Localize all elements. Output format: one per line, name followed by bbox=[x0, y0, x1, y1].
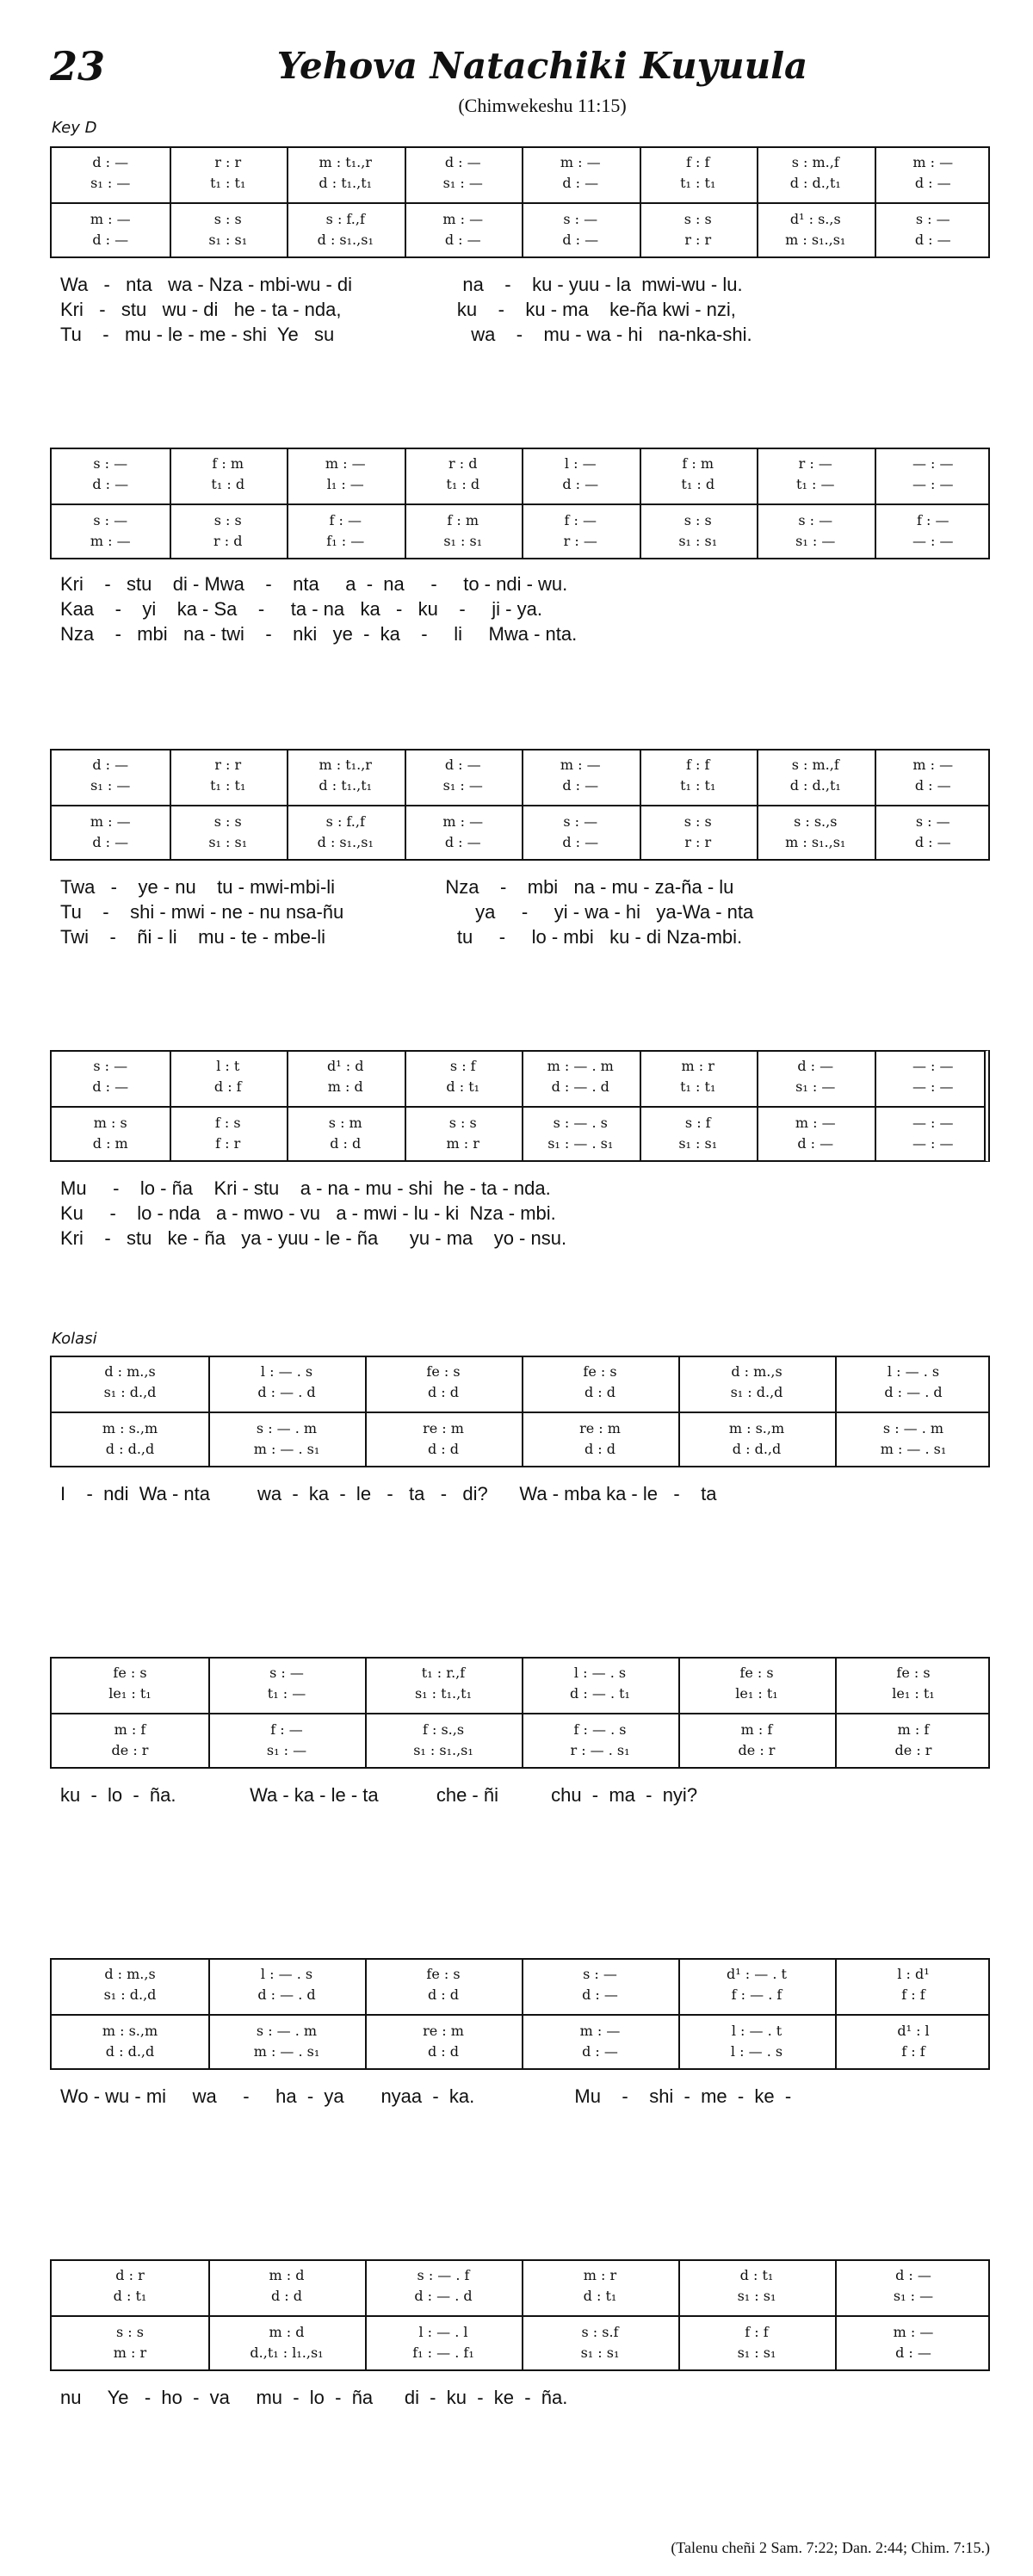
note-cell: r : r bbox=[214, 153, 242, 170]
note-cell: t₁ : — bbox=[267, 1684, 306, 1702]
verse-4-staff bbox=[50, 1050, 990, 1162]
note-cell: f : f bbox=[745, 2323, 769, 2340]
note-cell: s : — bbox=[269, 1664, 304, 1681]
note-cell: le₁ : t₁ bbox=[892, 1684, 935, 1702]
note-cell: d : d bbox=[427, 1986, 460, 2003]
verse-2-staff bbox=[50, 448, 990, 559]
note-cell: m : s.,m bbox=[102, 1419, 158, 1436]
lyric-line: Nza - mbi na - twi - nki ye - ka - li Mwa - nta. bbox=[60, 623, 578, 645]
note-cell: f : — bbox=[329, 511, 362, 528]
staff-divider bbox=[52, 2014, 988, 2016]
note-cell: d : s₁.,s₁ bbox=[317, 231, 374, 248]
note-cell: d : s₁.,s₁ bbox=[317, 833, 374, 850]
note-cell: d : — bbox=[797, 1057, 834, 1074]
note-cell: d¹ : d bbox=[327, 1057, 364, 1074]
note-cell: — : — bbox=[912, 475, 954, 492]
note-cell: m : — bbox=[560, 153, 601, 170]
note-cell: r : r bbox=[684, 833, 712, 850]
note-cell: d : — . d bbox=[884, 1383, 943, 1400]
note-cell: re : m bbox=[579, 1419, 621, 1436]
note-cell: d : — bbox=[797, 1134, 834, 1152]
lyric-line: Mu - lo - ña Kri - stu a - na - mu - shi he - ta - nda. bbox=[60, 1177, 551, 1199]
note-cell: d : — bbox=[444, 833, 481, 850]
note-cell: m : s bbox=[93, 1114, 127, 1131]
note-cell: m : — bbox=[795, 1114, 836, 1131]
note-cell: s₁ : s₁ bbox=[443, 532, 483, 549]
chorus-4-staff bbox=[50, 2259, 990, 2371]
note-cell: m : — bbox=[442, 210, 484, 227]
note-cell: de : r bbox=[738, 1741, 776, 1758]
lyric-line: Kaa - yi ka - Sa - ta - na ka - ku - ji - ya. bbox=[60, 598, 542, 620]
note-cell: s : s.,s bbox=[794, 812, 838, 830]
note-cell: s₁ : t₁.,t₁ bbox=[414, 1684, 473, 1702]
note-cell: s₁ : — bbox=[266, 1741, 307, 1758]
note-cell: de : r bbox=[894, 1741, 932, 1758]
note-cell: s : — bbox=[583, 1965, 617, 1982]
chorus-2-staff bbox=[50, 1657, 990, 1769]
note-cell: s : s bbox=[684, 812, 712, 830]
note-cell: m : — bbox=[90, 812, 131, 830]
note-cell: d : d bbox=[427, 2042, 460, 2060]
note-cell: d : — . d bbox=[257, 1986, 316, 2003]
note-cell: l : — . s bbox=[730, 2042, 783, 2060]
note-cell: d : t₁ bbox=[113, 2287, 147, 2304]
note-cell: d : — bbox=[92, 756, 129, 773]
note-cell: s : s bbox=[684, 210, 712, 227]
note-cell: m : r bbox=[583, 2266, 617, 2283]
note-cell: d : d bbox=[427, 1440, 460, 1457]
footnote: (Talenu cheñi 2 Sam. 7:22; Dan. 2:44; Chim. 7:15.) bbox=[671, 2539, 990, 2556]
lyric-line: Kri - stu ke - ña ya - yuu - le - ña yu - ma yo - nsu. bbox=[60, 1227, 567, 1249]
note-cell: d : — bbox=[562, 475, 599, 492]
note-cell: f₁ : — . f₁ bbox=[412, 2344, 474, 2361]
note-cell: d : — bbox=[444, 756, 481, 773]
note-cell: d : — bbox=[914, 231, 951, 248]
note-cell: re : m bbox=[423, 2022, 464, 2039]
note-cell: d : t₁ bbox=[446, 1078, 480, 1095]
note-cell: s : — . m bbox=[256, 2022, 318, 2039]
note-cell: d : — bbox=[444, 153, 481, 170]
lyric-line: Kri - stu wu - di he - ta - nda, ku - ku - ma ke-ña kwi - nzi, bbox=[60, 299, 736, 320]
staff-divider bbox=[52, 1713, 988, 1714]
note-cell: fe : s bbox=[426, 1362, 461, 1380]
note-cell: d : — bbox=[92, 153, 129, 170]
key-signature: Key D bbox=[52, 119, 97, 137]
note-cell: m : s.,m bbox=[728, 1419, 785, 1436]
note-cell: d : d.,t₁ bbox=[789, 174, 841, 191]
note-cell: s₁ : — bbox=[795, 1078, 836, 1095]
lyric-line: Tu - shi - mwi - ne - nu nsa-ñu ya - yi - wa - hi ya-Wa - nta bbox=[60, 901, 754, 923]
note-cell: s : — . m bbox=[256, 1419, 318, 1436]
note-cell: m : s₁.,s₁ bbox=[785, 231, 846, 248]
note-cell: l : — . t bbox=[731, 2022, 782, 2039]
note-cell: l : — . l bbox=[418, 2323, 468, 2340]
note-cell: d : — bbox=[562, 776, 599, 794]
note-cell: f : s.,s bbox=[422, 1720, 465, 1738]
note-cell: l₁ : — bbox=[326, 475, 364, 492]
note-cell: le₁ : t₁ bbox=[735, 1684, 778, 1702]
chorus-3-staff bbox=[50, 1958, 990, 2070]
note-cell: d : — . d bbox=[414, 2287, 473, 2304]
note-cell: s : f.,f bbox=[325, 210, 365, 227]
note-cell: d : — bbox=[92, 1078, 129, 1095]
note-cell: s : s bbox=[116, 2323, 144, 2340]
note-cell: f : m bbox=[212, 454, 244, 472]
note-cell: — : — bbox=[912, 1114, 954, 1131]
note-cell: t₁ : r.,f bbox=[421, 1664, 466, 1681]
note-cell: m : r bbox=[446, 1134, 479, 1152]
note-cell: s : s bbox=[448, 1114, 477, 1131]
note-cell: d : m bbox=[92, 1134, 128, 1152]
staff-divider bbox=[52, 2315, 988, 2317]
note-cell: m : d bbox=[269, 2266, 305, 2283]
note-cell: d : — bbox=[562, 231, 599, 248]
note-cell: m : — bbox=[912, 756, 954, 773]
note-cell: d : — bbox=[895, 2266, 931, 2283]
note-cell: s : s bbox=[213, 511, 242, 528]
note-cell: l : t bbox=[216, 1057, 240, 1074]
note-cell: d : t₁ bbox=[739, 2266, 774, 2283]
note-cell: d¹ : s.,s bbox=[789, 210, 841, 227]
note-cell: d : — bbox=[92, 475, 129, 492]
staff-divider bbox=[52, 503, 988, 505]
lyric-line: Ku - lo - nda a - mwo - vu a - mwi - lu - ki Nza - mbi. bbox=[60, 1202, 556, 1224]
note-cell: s : m.,f bbox=[791, 756, 839, 773]
note-cell: d : d.,d bbox=[105, 1440, 155, 1457]
note-cell: f : — . s bbox=[573, 1720, 627, 1738]
note-cell: l : — . s bbox=[887, 1362, 940, 1380]
note-cell: s : — . f bbox=[417, 2266, 470, 2283]
note-cell: t₁ : t₁ bbox=[210, 776, 246, 794]
chorus-label: Kolasi bbox=[52, 1330, 97, 1348]
note-cell: d : d.,d bbox=[732, 1440, 782, 1457]
note-cell: s : — bbox=[93, 1057, 128, 1074]
note-cell: — : — bbox=[912, 454, 954, 472]
note-cell: f : r bbox=[215, 1134, 241, 1152]
note-cell: t₁ : t₁ bbox=[680, 1078, 716, 1095]
note-cell: f : — . f bbox=[731, 1986, 782, 2003]
note-cell: d : m.,s bbox=[731, 1362, 782, 1380]
note-cell: m : r bbox=[681, 1057, 714, 1074]
note-cell: t₁ : d bbox=[446, 475, 480, 492]
note-cell: t₁ : d bbox=[681, 475, 715, 492]
verse-1-staff bbox=[50, 146, 990, 258]
note-cell: d : m.,s bbox=[104, 1965, 156, 1982]
note-cell: d : d bbox=[270, 2287, 303, 2304]
note-cell: l : — . s bbox=[260, 1965, 313, 1982]
note-cell: fe : s bbox=[739, 1664, 774, 1681]
note-cell: s₁ : s₁ bbox=[678, 532, 718, 549]
note-cell: — : — bbox=[912, 1057, 954, 1074]
note-cell: d.,t₁ : l₁.,s₁ bbox=[250, 2344, 324, 2361]
note-cell: d : — bbox=[562, 174, 599, 191]
note-cell: s₁ : s₁ bbox=[737, 2287, 776, 2304]
lyric-line: Kri - stu di - Mwa - nta a - na - to - ndi - wu. bbox=[60, 573, 568, 595]
note-cell: s : — bbox=[563, 812, 598, 830]
note-cell: m : — bbox=[912, 153, 954, 170]
note-cell: m : f bbox=[114, 1720, 146, 1738]
note-cell: m : f bbox=[740, 1720, 773, 1738]
note-cell: fe : s bbox=[583, 1362, 617, 1380]
note-cell: s₁ : s₁ bbox=[580, 2344, 620, 2361]
note-cell: m : — bbox=[560, 756, 601, 773]
note-cell: d : d.,d bbox=[105, 2042, 155, 2060]
note-cell: s : — bbox=[915, 210, 950, 227]
note-cell: s₁ : — bbox=[90, 776, 131, 794]
note-cell: de : r bbox=[111, 1741, 149, 1758]
note-cell: s₁ : s₁ bbox=[737, 2344, 776, 2361]
scripture-reference: (Chimwekeshu 11:15) bbox=[458, 95, 627, 116]
note-cell: s₁ : — bbox=[795, 532, 836, 549]
note-cell: — : — bbox=[912, 1134, 954, 1152]
note-cell: d : — bbox=[914, 833, 951, 850]
lyric-line: Wa - nta wa - Nza - mbi-wu - di na - ku - yuu - la mwi-wu - lu. bbox=[60, 274, 743, 295]
lyric-line: Twi - ñi - li mu - te - mbe-li tu - lo - mbi ku - di Nza-mbi. bbox=[60, 926, 743, 948]
note-cell: s : — bbox=[93, 511, 128, 528]
note-cell: s : — bbox=[563, 210, 598, 227]
note-cell: m : s.,m bbox=[102, 2022, 158, 2039]
note-cell: s : s bbox=[684, 511, 712, 528]
note-cell: m : d bbox=[327, 1078, 363, 1095]
note-cell: fe : s bbox=[896, 1664, 931, 1681]
note-cell: — : — bbox=[912, 1078, 954, 1095]
note-cell: r : d bbox=[213, 532, 243, 549]
note-cell: m : d bbox=[269, 2323, 305, 2340]
note-cell: d : d bbox=[584, 1383, 616, 1400]
note-cell: s : m.,f bbox=[791, 153, 839, 170]
note-cell: s₁ : — bbox=[442, 776, 483, 794]
note-cell: fe : s bbox=[426, 1965, 461, 1982]
lyric-line: Wo - wu - mi wa - ha - ya nyaa - ka. Mu - shi - me - ke - bbox=[60, 2085, 792, 2107]
note-cell: s : — bbox=[915, 812, 950, 830]
note-cell: d : m.,s bbox=[104, 1362, 156, 1380]
note-cell: m : t₁.,r bbox=[319, 153, 372, 170]
note-cell: d : — . t₁ bbox=[570, 1684, 630, 1702]
note-cell: f : — bbox=[270, 1720, 303, 1738]
note-cell: d : d bbox=[427, 1383, 460, 1400]
note-cell: s₁ : — . s₁ bbox=[547, 1134, 614, 1152]
hymn-title: Yehova Natachiki Kuyuula bbox=[276, 45, 808, 87]
note-cell: t₁ : t₁ bbox=[680, 776, 716, 794]
note-cell: m : s₁.,s₁ bbox=[785, 833, 846, 850]
note-cell: m : — bbox=[90, 210, 131, 227]
note-cell: s : — . m bbox=[882, 1419, 944, 1436]
note-cell: f : f bbox=[686, 153, 710, 170]
note-cell: d : — bbox=[582, 2042, 618, 2060]
note-cell: d : d bbox=[330, 1134, 362, 1152]
staff-divider bbox=[52, 202, 988, 204]
note-cell: d : r bbox=[115, 2266, 145, 2283]
note-cell: d : — . d bbox=[551, 1078, 609, 1095]
note-cell: s₁ : — bbox=[90, 174, 131, 191]
note-cell: d : — bbox=[895, 2344, 931, 2361]
note-cell: d : — bbox=[582, 1986, 618, 2003]
note-cell: f : — bbox=[917, 511, 949, 528]
note-cell: s : f bbox=[449, 1057, 476, 1074]
note-cell: d : t₁ bbox=[583, 2287, 617, 2304]
note-cell: r : r bbox=[684, 231, 712, 248]
note-cell: m : — bbox=[893, 2323, 934, 2340]
note-cell: f : — bbox=[564, 511, 597, 528]
note-cell: s₁ : s₁ bbox=[208, 231, 248, 248]
note-cell: r : — . s₁ bbox=[570, 1741, 630, 1758]
note-cell: m : — bbox=[442, 812, 484, 830]
note-cell: s : f bbox=[684, 1114, 711, 1131]
note-cell: d : t₁.,t₁ bbox=[319, 174, 373, 191]
note-cell: s₁ : s₁.,s₁ bbox=[413, 1741, 473, 1758]
note-cell: m : — bbox=[579, 2022, 621, 2039]
note-cell: m : t₁.,r bbox=[319, 756, 372, 773]
note-cell: f : s bbox=[214, 1114, 241, 1131]
note-cell: m : — . m bbox=[547, 1057, 614, 1074]
staff-divider bbox=[52, 1106, 984, 1108]
lyric-line: I - ndi Wa - nta wa - ka - le - ta - di? Wa - mba ka - le - ta bbox=[60, 1483, 717, 1504]
note-cell: d : f bbox=[213, 1078, 242, 1095]
note-cell: s₁ : — bbox=[442, 174, 483, 191]
chorus-1-staff bbox=[50, 1356, 990, 1467]
lyric-line: Twa - ye - nu tu - mwi-mbi-li Nza - mbi na - mu - za-ña - lu bbox=[60, 876, 734, 898]
note-cell: d : — bbox=[92, 231, 129, 248]
note-cell: t₁ : t₁ bbox=[680, 174, 716, 191]
note-cell: d : d bbox=[584, 1440, 616, 1457]
note-cell: r : — bbox=[563, 532, 597, 549]
note-cell: l : d¹ bbox=[897, 1965, 930, 1982]
note-cell: le₁ : t₁ bbox=[108, 1684, 152, 1702]
note-cell: s₁ : — bbox=[893, 2287, 934, 2304]
note-cell: s : — bbox=[93, 454, 128, 472]
note-cell: m : — . s₁ bbox=[253, 1440, 320, 1457]
verse-3-staff bbox=[50, 749, 990, 861]
note-cell: s₁ : d.,d bbox=[103, 1986, 157, 2003]
note-cell: s : f.,f bbox=[325, 812, 365, 830]
note-cell: l : — . s bbox=[573, 1664, 627, 1681]
note-cell: f : f bbox=[686, 756, 710, 773]
note-cell: m : f bbox=[897, 1720, 930, 1738]
note-cell: t₁ : — bbox=[796, 475, 835, 492]
note-cell: d : — bbox=[562, 833, 599, 850]
note-cell: s₁ : s₁ bbox=[208, 833, 248, 850]
note-cell: m : — bbox=[90, 532, 131, 549]
lyric-line: Tu - mu - le - me - shi Ye su wa - mu - wa - hi na-nka-shi. bbox=[60, 324, 752, 345]
note-cell: d : — . d bbox=[257, 1383, 316, 1400]
lyric-line: ku - lo - ña. Wa - ka - le - ta che - ñi chu - ma - nyi? bbox=[60, 1784, 698, 1806]
note-cell: s : — . s bbox=[553, 1114, 608, 1131]
note-cell: f : f bbox=[901, 1986, 925, 2003]
note-cell: r : — bbox=[798, 454, 832, 472]
note-cell: d : — bbox=[914, 174, 951, 191]
note-cell: f₁ : — bbox=[326, 532, 365, 549]
lyric-line: nu Ye - ho - va mu - lo - ña di - ku - ke - ña. bbox=[60, 2387, 568, 2408]
note-cell: m : — bbox=[325, 454, 366, 472]
note-cell: s₁ : s₁ bbox=[678, 1134, 718, 1152]
note-cell: l : — . s bbox=[260, 1362, 313, 1380]
note-cell: d¹ : l bbox=[897, 2022, 930, 2039]
note-cell: d : — bbox=[92, 833, 129, 850]
note-cell: s₁ : d.,d bbox=[730, 1383, 783, 1400]
note-cell: d : t₁.,t₁ bbox=[319, 776, 373, 794]
note-cell: — : — bbox=[912, 532, 954, 549]
note-cell: d : — bbox=[914, 776, 951, 794]
note-cell: re : m bbox=[423, 1419, 464, 1436]
note-cell: s : s.f bbox=[581, 2323, 619, 2340]
note-cell: fe : s bbox=[113, 1664, 147, 1681]
note-cell: r : d bbox=[448, 454, 478, 472]
note-cell: d : d.,t₁ bbox=[789, 776, 841, 794]
hymn-number: 23 bbox=[50, 43, 106, 90]
note-cell: d : — bbox=[444, 231, 481, 248]
note-cell: r : r bbox=[214, 756, 242, 773]
note-cell: t₁ : d bbox=[211, 475, 245, 492]
staff-divider bbox=[52, 1412, 988, 1413]
note-cell: f : m bbox=[447, 511, 479, 528]
note-cell: s₁ : d.,d bbox=[103, 1383, 157, 1400]
note-cell: m : r bbox=[113, 2344, 147, 2361]
staff-divider bbox=[52, 805, 988, 806]
note-cell: f : f bbox=[901, 2042, 925, 2060]
note-cell: t₁ : t₁ bbox=[210, 174, 246, 191]
note-cell: f : m bbox=[682, 454, 714, 472]
note-cell: d¹ : — . t bbox=[727, 1965, 787, 1982]
note-cell: s : s bbox=[213, 210, 242, 227]
note-cell: s : m bbox=[328, 1114, 362, 1131]
note-cell: m : — . s₁ bbox=[880, 1440, 947, 1457]
note-cell: m : — . s₁ bbox=[253, 2042, 320, 2060]
note-cell: s : s bbox=[213, 812, 242, 830]
note-cell: s : — bbox=[798, 511, 833, 528]
note-cell: l : — bbox=[564, 454, 597, 472]
